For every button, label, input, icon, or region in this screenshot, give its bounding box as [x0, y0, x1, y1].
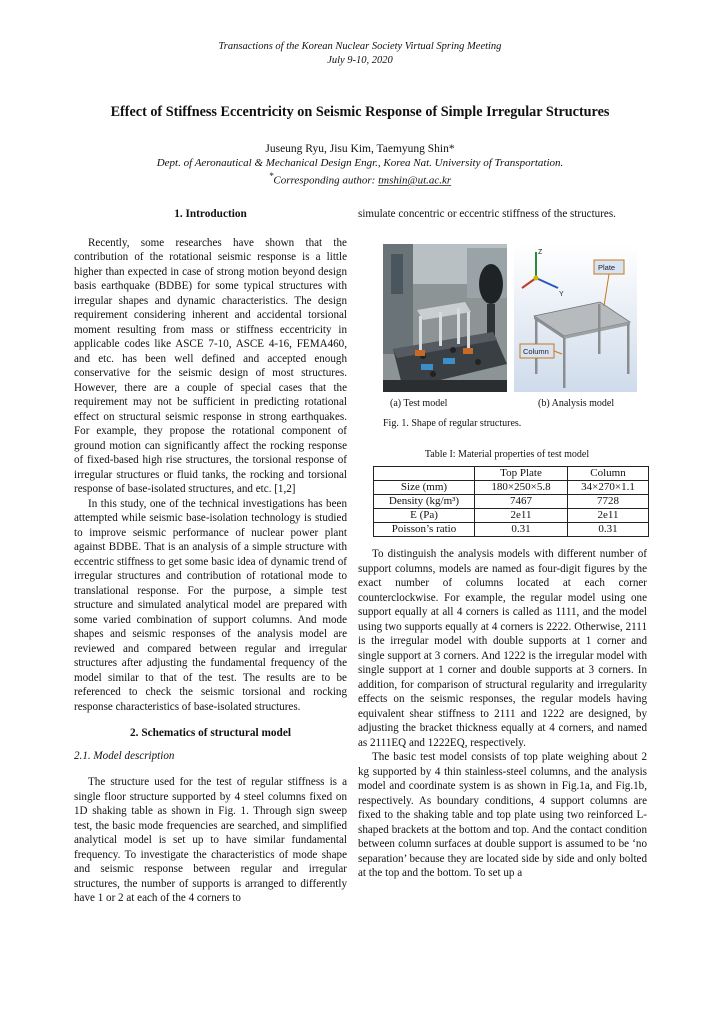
- table-header-row: [374, 467, 649, 481]
- table-cell: 34×270×1.1: [568, 481, 649, 495]
- axis-z-label: Z: [538, 249, 543, 256]
- subcaption-b: (b) Analysis model: [538, 398, 615, 409]
- right-column-bottom: [358, 547, 647, 881]
- table-row: [374, 495, 649, 509]
- table-cell: Poisson’s ratio: [374, 523, 475, 537]
- figure-1-caption: Fig. 1. Shape of regular structures.: [383, 418, 522, 429]
- table-cell: 7467: [475, 495, 568, 509]
- corresponding-author: [0, 171, 720, 187]
- corresponding-marker: *: [268, 171, 274, 181]
- table-cell: 180×250×5.8: [475, 481, 568, 495]
- section-1-heading: 1. Introduction: [174, 208, 247, 220]
- left-column: [74, 207, 347, 906]
- corresponding-email-link[interactable]: tmshin@ut.ac.kr: [378, 174, 452, 187]
- table-row: [374, 523, 649, 537]
- table-cell: 2e11: [568, 509, 649, 523]
- model-naming-paragraph: To distinguish the analysis models with different number of support columns, models are named as four-digit figures by the exact number of columns located at each corner counterclockwise. For example, the regular model using one support equally at all 4 corners is called as 1111, and the model using two supports equally at 4 corners is 2222. Otherwise, 2111 is the irregular model with double supports at 1 corner and single support at 3 corners. And 1222 is the irregular model with single support at 1 corner and double supports at 3 corners. In addition, for comparison of structural regularity and irregularity effects on the seismic responses, the regular models having equivalent shear stiffness to 2111 and 1222 are designed, by adjusting the bracket thickness equally at 4 corners, and named as 2111EQ and 1222EQ, respectively.: [358, 548, 647, 749]
- intro-paragraph-2: In this study, one of the technical investigations has been attempted while seismic base-isolation technology is studied to improve seismic performance of nuclear power plant against BDBE. That is an analysis of a simple structure with eccentric stiffness to get some basic idea of dynamic trend of irregular structures and contribution of rotational mode to translational response. For the purpose, a simple test structure and simulated analytical model are prepared with some varied combination of support columns. And mode shapes and seismic responses of the analysis model are reviewed and compared between regular and irregular structures after adjusting the fundamental frequency of the model similar to that of the test. The results are to be referenced to check the seismic torsional and rocking response characteristics of base-isolated structures.: [74, 497, 347, 713]
- continued-paragraph: simulate concentric or eccentric stiffness of the structures.: [358, 208, 616, 220]
- author-list: Juseung Ryu, Jisu Kim, Taemyung Shin*: [265, 143, 455, 155]
- right-column-top: [358, 207, 647, 222]
- table-cell: 7728: [568, 495, 649, 509]
- table-cell: 2e11: [475, 509, 568, 523]
- table-row: [374, 481, 649, 495]
- table-row: [374, 509, 649, 523]
- test-model-photo: [383, 244, 507, 392]
- subcaption-a: (a) Test model: [390, 398, 448, 409]
- intro-paragraph-1: Recently, some researches have shown that the contribution of the rotational seismic response is a little higher than expected in case of strong motion beyond design basis earthquake (BDBE) for some typical structures with irregular shapes and dynamic characteristics. The design requirement considering inherent and accidental torsional moment resulting from mass or stiffness eccentricity in applicable codes like ASCE 7-10, ASCE 4-16, FEMA460, and etc. has been well defined and accepted enough conservative for the seismic design of most structures. However, there are a couple of special cases that the requirement may not be sufficient in predicting rotational effect on structural seismic response in strong earthquakes. For example, they propose the rotational component of ground motion can significantly affect the rocking response of fixed-based high rise structures, the torsional response of irregular structures or fluid tanks, the rocking and torsional response of base-isolated structures, and etc. [1,2]: [74, 236, 347, 495]
- table-header-cell: [374, 467, 475, 481]
- table-cell: 0.31: [568, 523, 649, 537]
- material-properties-table: [373, 466, 649, 537]
- test-model-paragraph: The basic test model consists of top plate weighing about 2 kg supported by 4 thin stainless-steel columns, and the analysis model and coordinate system is as shown in Fig.1a, and Fig.1b, respectively. As boundary conditions, 4 support columns are fixed to the shaking table and top plate using two reinforced L-shaped brackets at the bottom and top. And the contact condition between column surfaces at double support is assumed to be ‘no separation’ because they are located side by side and only bolted at the top and the bottom. To set up a: [358, 751, 647, 879]
- conference-header: Transactions of the Korean Nuclear Society Virtual Spring Meeting: [218, 41, 502, 52]
- section-2-heading: 2. Schematics of structural model: [130, 727, 291, 739]
- conference-date: July 9-10, 2020: [327, 55, 393, 66]
- model-description-paragraph: The structure used for the test of regular stiffness is a single floor structure supported by 4 steel columns fixed on 1D shaking table as shown in Fig. 1. Through sign sweep test, the basic mode frequencies are searched, and simplified analytical model is set up to have similar fundamental frequency. To investigate the characteristics of mode shape and seismic response between regular and irregular structures, the number of supports is arranged to differently have 1 or 2 at each of the 4 corners to: [74, 776, 347, 904]
- column-callout: Column: [523, 347, 549, 356]
- affiliation: Dept. of Aeronautical & Mechanical Design Engr., Korea Nat. University of Transportation.: [156, 157, 564, 169]
- figure-1: [383, 244, 637, 392]
- table-header-cell: Column: [568, 467, 649, 481]
- table-1-caption: Table I: Material properties of test model: [424, 449, 590, 460]
- table-cell: Size (mm): [374, 481, 475, 495]
- table-cell: Density (kg/m³): [374, 495, 475, 509]
- subsection-2-1-heading: 2.1. Model description: [74, 749, 175, 762]
- table-cell: 0.31: [475, 523, 568, 537]
- table-cell: E (Pa): [374, 509, 475, 523]
- paper-title: Effect of Stiffness Eccentricity on Seismic Response of Simple Irregular Structures: [110, 104, 610, 120]
- table-header-cell: Top Plate: [475, 467, 568, 481]
- corresponding-label: Corresponding author:: [273, 174, 379, 187]
- plate-callout: Plate: [598, 263, 616, 272]
- analysis-model-render: [514, 244, 637, 392]
- axis-y-label: Y: [559, 291, 564, 298]
